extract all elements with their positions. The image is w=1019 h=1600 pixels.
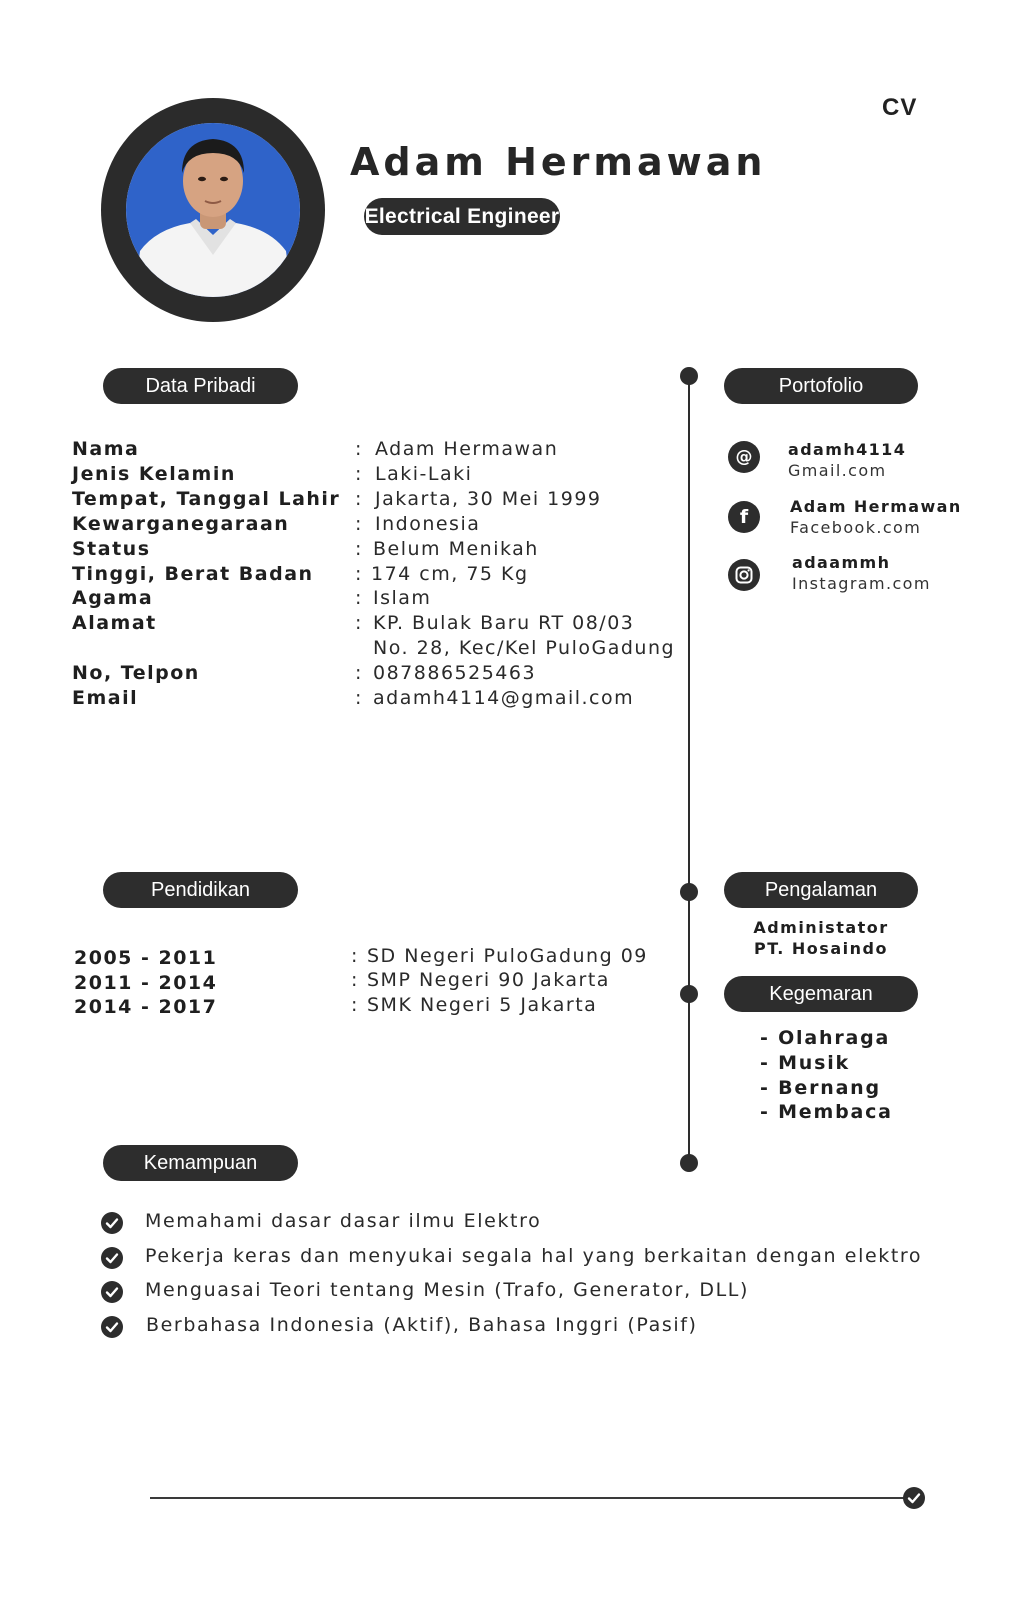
separator: :	[355, 587, 363, 609]
separator: :	[355, 612, 363, 634]
value-religion: Islam	[373, 587, 432, 609]
timeline-dot	[680, 985, 698, 1003]
full-name: Adam Hermawan	[350, 140, 767, 184]
label-citizenship: Kewarganegaraan	[72, 513, 290, 535]
label-religion: Agama	[72, 587, 154, 609]
section-experience: Pengalaman	[724, 872, 918, 908]
separator: :	[355, 438, 363, 460]
instagram-icon	[728, 559, 760, 591]
label-gender: Jenis Kelamin	[72, 463, 236, 485]
value-gender: Laki-Laki	[375, 463, 473, 485]
value-status: Belum Menikah	[373, 538, 539, 560]
check-icon	[101, 1212, 123, 1234]
separator: :	[355, 662, 363, 684]
hobby-item: - Olahraga	[760, 1027, 891, 1049]
value-height-weight: 174 cm, 75 Kg	[371, 563, 529, 585]
separator: :	[355, 538, 363, 560]
instagram-site: Instagram.com	[792, 574, 931, 593]
footer-divider	[150, 1497, 913, 1499]
label-status: Status	[72, 538, 151, 560]
section-hobbies: Kegemaran	[724, 976, 918, 1012]
label-height-weight: Tinggi, Berat Badan	[72, 563, 314, 585]
section-skills: Kemampuan	[103, 1145, 298, 1181]
label-phone: No, Telpon	[72, 662, 200, 684]
skill-item: Memahami dasar dasar ilmu Elektro	[145, 1210, 542, 1232]
value-address-line1: KP. Bulak Baru RT 08/03	[373, 612, 635, 634]
label-email: Email	[72, 687, 139, 709]
experience-position: Administator	[753, 918, 889, 937]
hobby-item: - Musik	[760, 1052, 850, 1074]
facebook-icon-glyph: f	[739, 506, 749, 528]
timeline-dot	[680, 883, 698, 901]
instagram-username: adaammh	[792, 553, 891, 572]
education-years: 2011 - 2014	[74, 972, 218, 994]
value-address-line2: No. 28, Kec/Kel PuloGadung	[373, 637, 676, 659]
check-icon	[101, 1247, 123, 1269]
skill-item: Menguasai Teori tentang Mesin (Trafo, Generator, DLL)	[145, 1279, 749, 1301]
job-title-badge: Electrical Engineer	[364, 198, 560, 235]
separator: :	[355, 563, 363, 585]
value-citizenship: Indonesia	[375, 513, 481, 535]
section-education: Pendidikan	[103, 872, 298, 908]
education-years: 2005 - 2011	[74, 947, 218, 969]
label-birth: Tempat, Tanggal Lahir	[72, 488, 341, 510]
value-name: Adam Hermawan	[375, 438, 559, 460]
timeline-dot	[680, 367, 698, 385]
at-icon	[728, 441, 760, 473]
profile-photo	[126, 123, 300, 297]
timeline-line	[688, 376, 690, 1162]
section-portfolio: Portofolio	[724, 368, 918, 404]
separator: :	[351, 994, 359, 1016]
section-personal-data: Data Pribadi	[103, 368, 298, 404]
skill-item: Berbahasa Indonesia (Aktif), Bahasa Inggri (Pasif)	[146, 1314, 698, 1336]
separator: :	[355, 488, 363, 510]
cv-mark: CV	[882, 94, 918, 121]
at-icon-glyph: @	[735, 447, 753, 467]
value-birth: Jakarta, 30 Mei 1999	[375, 488, 602, 510]
skill-item: Pekerja keras dan menyukai segala hal yang berkaitan dengan elektro	[145, 1245, 923, 1267]
separator: :	[355, 463, 363, 485]
instagram-icon-glyph	[728, 559, 760, 591]
hobby-item: - Bernang	[760, 1077, 881, 1099]
label-address: Alamat	[72, 612, 157, 634]
profile-photo-illustration	[126, 123, 300, 297]
separator: :	[351, 945, 359, 967]
email-provider: Gmail.com	[788, 461, 887, 480]
experience-company: PT. Hosaindo	[754, 939, 888, 958]
label-name: Nama	[72, 438, 140, 460]
check-icon	[903, 1487, 925, 1509]
education-years: 2014 - 2017	[74, 996, 218, 1018]
education-school: SMP Negeri 90 Jakarta	[367, 969, 610, 991]
separator: :	[355, 513, 363, 535]
facebook-site: Facebook.com	[790, 518, 922, 537]
separator: :	[351, 969, 359, 991]
education-school: SD Negeri PuloGadung 09	[367, 945, 648, 967]
education-school: SMK Negeri 5 Jakarta	[367, 994, 598, 1016]
email-username: adamh4114	[788, 440, 907, 459]
timeline-dot	[680, 1154, 698, 1172]
facebook-username: Adam Hermawan	[790, 497, 962, 516]
facebook-icon	[728, 501, 760, 533]
value-email: adamh4114@gmail.com	[373, 687, 635, 709]
separator: :	[355, 687, 363, 709]
value-phone: 087886525463	[373, 662, 537, 684]
check-icon	[101, 1316, 123, 1338]
hobby-item: - Membaca	[760, 1101, 893, 1123]
check-icon	[101, 1281, 123, 1303]
